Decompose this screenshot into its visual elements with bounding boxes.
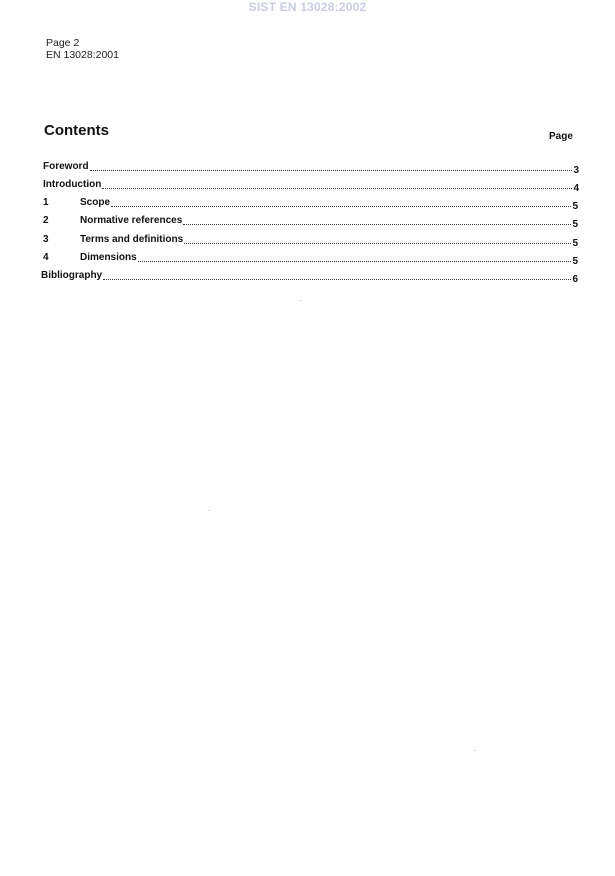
toc-entry-page: 5: [572, 201, 578, 212]
toc-entry-page: 6: [572, 274, 578, 285]
toc-leader-dots: [184, 243, 571, 244]
page-number: Page 2: [46, 37, 80, 49]
toc-entry-normative-references[interactable]: [43, 215, 578, 229]
toc-entry-bibliography[interactable]: [41, 270, 578, 284]
watermark: SIST EN 13028:2002: [248, 0, 367, 14]
scan-speck: [474, 750, 475, 751]
toc-leader-dots: [102, 188, 572, 189]
toc-leader-dots: [138, 261, 572, 262]
scan-speck: [300, 300, 301, 301]
toc-entry-number: 3: [43, 234, 49, 245]
toc-entry-label: Terms and definitions: [80, 234, 184, 245]
page-column-label: Page: [549, 131, 573, 142]
standard-id: EN 13028:2001: [46, 49, 119, 61]
toc-leader-dots: [183, 224, 571, 225]
toc-entry-dimensions[interactable]: [43, 252, 578, 266]
toc-entry-number: 2: [43, 215, 49, 226]
toc-entry-number: 4: [43, 252, 49, 263]
toc-leader-dots: [111, 206, 571, 207]
toc-entry-label: Dimensions: [80, 252, 137, 263]
contents-title: Contents: [44, 122, 109, 139]
toc-entry-label: Bibliography: [41, 270, 103, 281]
toc-entry-page: 3: [573, 165, 579, 176]
toc-entry-page: 5: [572, 219, 578, 230]
toc-entry-introduction[interactable]: [43, 179, 579, 193]
page-header: [46, 37, 119, 61]
toc-entry-page: 4: [573, 183, 579, 194]
toc-entry-label: Scope: [80, 197, 111, 208]
toc-entry-label: Foreword: [43, 161, 89, 172]
toc-entry-page: 5: [572, 256, 578, 267]
toc-entry-number: 1: [43, 197, 49, 208]
toc-entry-terms-and-definitions[interactable]: [43, 234, 578, 248]
toc-leader-dots: [90, 170, 573, 171]
toc-leader-dots: [103, 279, 571, 280]
toc-entry-page: 5: [572, 238, 578, 249]
scan-speck: [209, 510, 210, 511]
toc-entry-foreword[interactable]: [43, 161, 579, 175]
toc-entry-scope[interactable]: [43, 197, 578, 211]
toc-entry-label: Normative references: [80, 215, 183, 226]
toc-entry-label: Introduction: [43, 179, 102, 190]
